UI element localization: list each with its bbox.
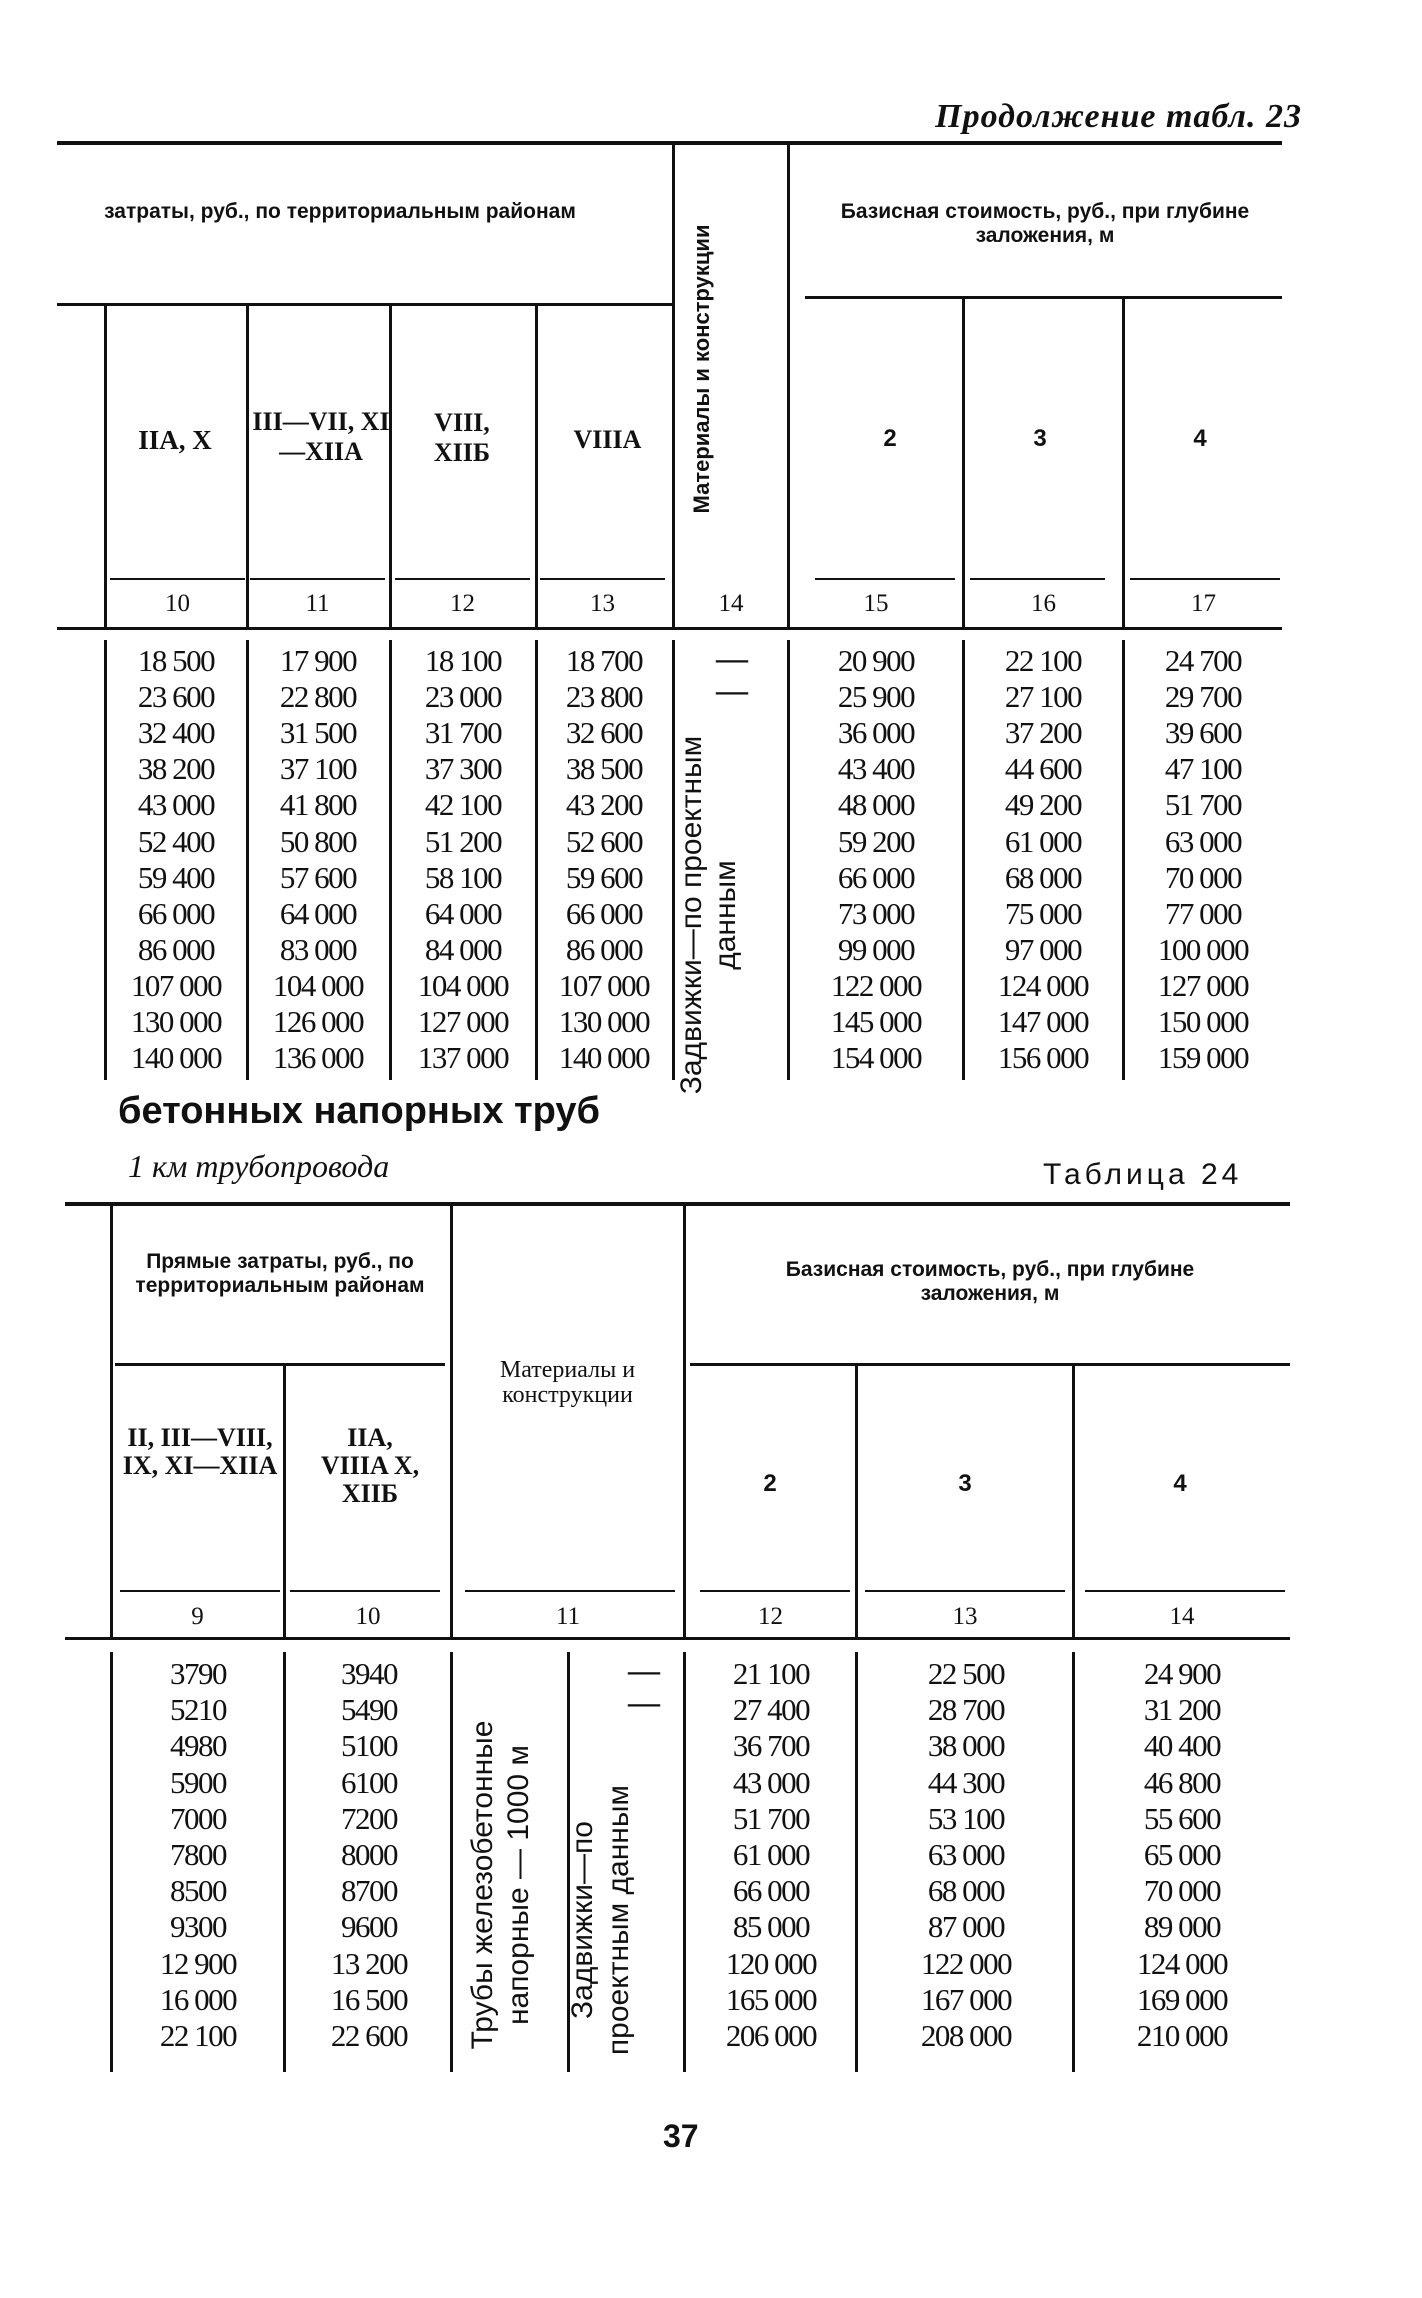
table-cell: 40 400 bbox=[1143, 1728, 1221, 1764]
table-cell: 32 400 bbox=[137, 715, 215, 751]
col-label-regions-2: IIA, VIIIA X, XIIБ bbox=[320, 1423, 420, 1508]
table-cell: 75 000 bbox=[1004, 895, 1082, 931]
table-cell: 51 700 bbox=[1164, 787, 1242, 823]
table-cell: 104 000 bbox=[417, 967, 509, 1003]
table-cell: 65 000 bbox=[1143, 1837, 1221, 1872]
table-cell: 63 000 bbox=[1164, 823, 1242, 859]
table-cell: 43 200 bbox=[565, 787, 643, 823]
table-cell: 120 000 bbox=[725, 1945, 817, 1981]
table-cell: 37 200 bbox=[1004, 715, 1082, 751]
materials-text-valves-2: Задвижки—по проектным данным bbox=[566, 1784, 635, 2056]
table-cell: 5490 bbox=[341, 1692, 397, 1728]
table-cell: 137 000 bbox=[417, 1040, 509, 1076]
continuation-label: Продолжение табл. 23 bbox=[935, 98, 1302, 135]
table-cell: 58 100 bbox=[424, 859, 502, 895]
col-label-depth-2: 2 bbox=[883, 425, 897, 452]
materials-text-valves: Задвижки—по проектным данным bbox=[675, 735, 742, 1095]
table-cell: 57 600 bbox=[279, 859, 357, 895]
col-label-t2-depth-4: 4 bbox=[1173, 1470, 1187, 1497]
table-cell: 61 000 bbox=[1004, 823, 1082, 859]
col-number: 11 bbox=[555, 1603, 581, 1630]
table-cell: 32 600 bbox=[565, 715, 643, 751]
table-cell: 55 600 bbox=[1143, 1800, 1221, 1836]
col-label-depth-3: 3 bbox=[1033, 425, 1047, 452]
table-cell: 16 500 bbox=[330, 1981, 408, 2017]
materials-text-pipes: Трубы железобетонные напорные — 1000 м bbox=[466, 1720, 535, 2050]
table-cell: 37 100 bbox=[279, 751, 357, 787]
col-number: 10 bbox=[165, 590, 190, 617]
table-cell: 59 600 bbox=[565, 859, 643, 895]
table-cell: 169 000 bbox=[1136, 1981, 1228, 2017]
table-cell: 156 000 bbox=[997, 1040, 1089, 1076]
table-cell: 73 000 bbox=[837, 895, 915, 931]
table-cell: 42 100 bbox=[424, 787, 502, 823]
table-cell: 25 900 bbox=[837, 679, 915, 715]
table-cell: 68 000 bbox=[1004, 859, 1082, 895]
col-label-depth-4: 4 bbox=[1193, 425, 1207, 452]
table-cell: 150 000 bbox=[1157, 1004, 1249, 1039]
table-cell: 7200 bbox=[341, 1800, 397, 1836]
table-cell: 89 000 bbox=[1143, 1909, 1221, 1945]
col-number: 12 bbox=[758, 1603, 783, 1630]
table-cell: 29 700 bbox=[1164, 679, 1242, 715]
table-cell: 147 000 bbox=[997, 1004, 1089, 1039]
table-cell: 210 000 bbox=[1136, 2018, 1228, 2053]
materials-header-2: Материалы и конструкции bbox=[499, 1357, 636, 1408]
table-cell: 84 000 bbox=[424, 931, 502, 967]
table-cell: 126 000 bbox=[272, 1004, 364, 1039]
col-label-viii: VIII, XIIБ bbox=[433, 408, 491, 467]
dash-mark-1: — bbox=[716, 640, 748, 676]
table-cell: 68 000 bbox=[927, 1873, 1005, 1909]
table-cell: 22 500 bbox=[927, 1656, 1005, 1691]
costs-by-region-header: затраты, руб., по территориальным районам bbox=[104, 200, 576, 223]
table-cell: 9300 bbox=[170, 1909, 226, 1945]
base-cost-header: Базисная стоимость, руб., при глубине заложения, м bbox=[840, 200, 1250, 247]
table-cell: 18 700 bbox=[565, 643, 643, 678]
table-cell: 22 100 bbox=[1004, 643, 1082, 678]
table-cell: 44 300 bbox=[927, 1764, 1005, 1800]
table-cell: 17 900 bbox=[279, 643, 357, 678]
table-cell: 52 600 bbox=[565, 823, 643, 859]
table-cell: 66 000 bbox=[837, 859, 915, 895]
table-cell: 145 000 bbox=[830, 1004, 922, 1039]
page-number: 37 bbox=[663, 2118, 699, 2154]
table-cell: 127 000 bbox=[1157, 967, 1249, 1003]
table-cell: 49 200 bbox=[1004, 787, 1082, 823]
col-label-regions-1: II, III—VIII, IX, XI—XIIA bbox=[122, 1423, 278, 1480]
table-cell: 107 000 bbox=[130, 967, 222, 1003]
col-label-iia-x: IIА, Х bbox=[138, 425, 212, 455]
table-cell: 140 000 bbox=[130, 1040, 222, 1076]
table-cell: 66 000 bbox=[732, 1873, 810, 1909]
table-cell: 130 000 bbox=[130, 1004, 222, 1039]
table-cell: 20 900 bbox=[837, 643, 915, 678]
table-cell: 51 700 bbox=[732, 1800, 810, 1836]
table-cell: 9600 bbox=[341, 1909, 397, 1945]
table-cell: 59 400 bbox=[137, 859, 215, 895]
col-number: 13 bbox=[952, 1603, 978, 1630]
table-cell: 8700 bbox=[341, 1873, 397, 1909]
col-number: 15 bbox=[863, 590, 889, 617]
table-cell: 107 000 bbox=[558, 967, 650, 1003]
table-cell: 59 200 bbox=[837, 823, 915, 859]
col-number: 14 bbox=[1169, 1603, 1195, 1630]
col-number: 14 bbox=[718, 590, 744, 617]
table-cell: 46 800 bbox=[1143, 1764, 1221, 1800]
table-cell: 22 600 bbox=[330, 2018, 408, 2053]
col-number: 12 bbox=[450, 590, 475, 617]
table-cell: 41 800 bbox=[279, 787, 357, 823]
table-cell: 18 100 bbox=[424, 643, 502, 678]
table-cell: 50 800 bbox=[279, 823, 357, 859]
table-cell: 154 000 bbox=[830, 1040, 922, 1076]
table-cell: 44 600 bbox=[1004, 751, 1082, 787]
table-cell: 5900 bbox=[170, 1764, 226, 1800]
table-cell: 37 300 bbox=[424, 751, 502, 787]
table-cell: 43 400 bbox=[837, 751, 915, 787]
table-cell: 70 000 bbox=[1143, 1873, 1221, 1909]
table-cell: 165 000 bbox=[725, 1981, 817, 2017]
table-cell: 66 000 bbox=[137, 895, 215, 931]
table-cell: 7000 bbox=[170, 1800, 226, 1836]
table-cell: 167 000 bbox=[920, 1981, 1012, 2017]
table-cell: 39 600 bbox=[1164, 715, 1242, 751]
col-number: 17 bbox=[1191, 590, 1216, 617]
table-cell: 77 000 bbox=[1164, 895, 1242, 931]
table-cell: 51 200 bbox=[424, 823, 502, 859]
table-cell: 6100 bbox=[341, 1764, 397, 1800]
table-cell: 5210 bbox=[170, 1692, 226, 1728]
table-cell: 8000 bbox=[341, 1837, 397, 1872]
table-cell: 38 500 bbox=[565, 751, 643, 787]
direct-costs-header: Прямые затраты, руб., по территориальным районам bbox=[135, 1250, 425, 1297]
materials-header: Материалы и конструкции bbox=[689, 224, 714, 514]
table-cell: 18 500 bbox=[137, 643, 215, 678]
table-cell: 22 800 bbox=[279, 679, 357, 715]
table-cell: 23 000 bbox=[424, 679, 502, 715]
table-cell: 53 100 bbox=[927, 1800, 1005, 1836]
table-cell: 24 700 bbox=[1164, 643, 1242, 678]
table-cell: 38 000 bbox=[927, 1728, 1005, 1764]
table-cell: 52 400 bbox=[137, 823, 215, 859]
table-cell: 27 400 bbox=[732, 1692, 810, 1728]
table-cell: 124 000 bbox=[997, 967, 1089, 1003]
section-subtitle: 1 км трубопровода bbox=[128, 1148, 390, 1184]
table-cell: 22 100 bbox=[159, 2018, 237, 2053]
table-cell: 31 700 bbox=[424, 715, 502, 751]
table-cell: 47 100 bbox=[1164, 751, 1242, 787]
table-cell: 122 000 bbox=[830, 967, 922, 1003]
table-label: Таблица 24 bbox=[1043, 1158, 1243, 1191]
base-cost-header-2: Базисная стоимость, руб., при глубине заложения, м bbox=[785, 1258, 1195, 1305]
col-label-t2-depth-2: 2 bbox=[763, 1470, 777, 1497]
table-cell: 4980 bbox=[170, 1728, 226, 1764]
table-cell: 70 000 bbox=[1164, 859, 1242, 895]
table-cell: 8500 bbox=[170, 1873, 226, 1909]
table-cell: 97 000 bbox=[1004, 931, 1082, 967]
table-cell: 64 000 bbox=[279, 895, 357, 931]
table-cell: 86 000 bbox=[565, 931, 643, 967]
table-cell: 38 200 bbox=[137, 751, 215, 787]
table-cell: 12 900 bbox=[159, 1945, 237, 1981]
table-cell: 100 000 bbox=[1157, 931, 1249, 967]
table-cell: 16 000 bbox=[159, 1981, 237, 2017]
table-cell: 83 000 bbox=[279, 931, 357, 967]
table-cell: 21 100 bbox=[732, 1656, 810, 1691]
table-cell: 64 000 bbox=[424, 895, 502, 931]
dash-mark-t2-1: — bbox=[628, 1652, 660, 1688]
col-label-viiia: VIIIA bbox=[573, 425, 642, 454]
table-cell: 23 800 bbox=[565, 679, 643, 715]
table-cell: 28 700 bbox=[927, 1692, 1005, 1728]
table-cell: 159 000 bbox=[1157, 1040, 1249, 1076]
table-cell: 48 000 bbox=[837, 787, 915, 823]
table-cell: 43 000 bbox=[137, 787, 215, 823]
table-cell: 13 200 bbox=[330, 1945, 408, 1981]
table-cell: 208 000 bbox=[920, 2018, 1012, 2053]
table-cell: 61 000 bbox=[732, 1837, 810, 1872]
col-label-iii-vii: III—VII, XI—XIIA bbox=[252, 407, 390, 466]
table-cell: 24 900 bbox=[1143, 1656, 1221, 1691]
col-number: 10 bbox=[355, 1603, 381, 1630]
table-cell: 31 200 bbox=[1143, 1692, 1221, 1728]
table-cell: 3790 bbox=[170, 1656, 226, 1691]
table-cell: 66 000 bbox=[565, 895, 643, 931]
table-cell: 23 600 bbox=[137, 679, 215, 715]
table-cell: 31 500 bbox=[279, 715, 357, 751]
dash-mark-2: — bbox=[716, 672, 748, 708]
table-cell: 206 000 bbox=[725, 2018, 817, 2053]
table-cell: 104 000 bbox=[272, 967, 364, 1003]
table-cell: 7800 bbox=[170, 1837, 226, 1872]
dash-mark-t2-2: — bbox=[628, 1684, 660, 1720]
table-cell: 5100 bbox=[341, 1728, 397, 1764]
col-number: 11 bbox=[305, 590, 330, 617]
table-cell: 27 100 bbox=[1004, 679, 1082, 715]
table-cell: 85 000 bbox=[732, 1909, 810, 1945]
table-cell: 99 000 bbox=[837, 931, 915, 967]
table-cell: 3940 bbox=[341, 1656, 397, 1691]
table-cell: 87 000 bbox=[927, 1909, 1005, 1945]
table-cell: 140 000 bbox=[558, 1040, 650, 1076]
table-cell: 36 700 bbox=[732, 1728, 810, 1764]
table-cell: 122 000 bbox=[920, 1945, 1012, 1981]
table-cell: 36 000 bbox=[837, 715, 915, 751]
table-cell: 86 000 bbox=[137, 931, 215, 967]
table-cell: 124 000 bbox=[1136, 1945, 1228, 1981]
col-number: 9 bbox=[191, 1603, 204, 1630]
col-label-t2-depth-3: 3 bbox=[958, 1470, 972, 1497]
table-cell: 63 000 bbox=[927, 1837, 1005, 1872]
section-title: бетонных напорных труб bbox=[118, 1090, 600, 1132]
table-cell: 130 000 bbox=[558, 1004, 650, 1039]
col-number: 16 bbox=[1031, 590, 1056, 617]
table-cell: 136 000 bbox=[272, 1040, 364, 1076]
table-cell: 43 000 bbox=[732, 1764, 810, 1800]
col-number: 13 bbox=[590, 590, 615, 617]
table-cell: 127 000 bbox=[417, 1004, 509, 1039]
